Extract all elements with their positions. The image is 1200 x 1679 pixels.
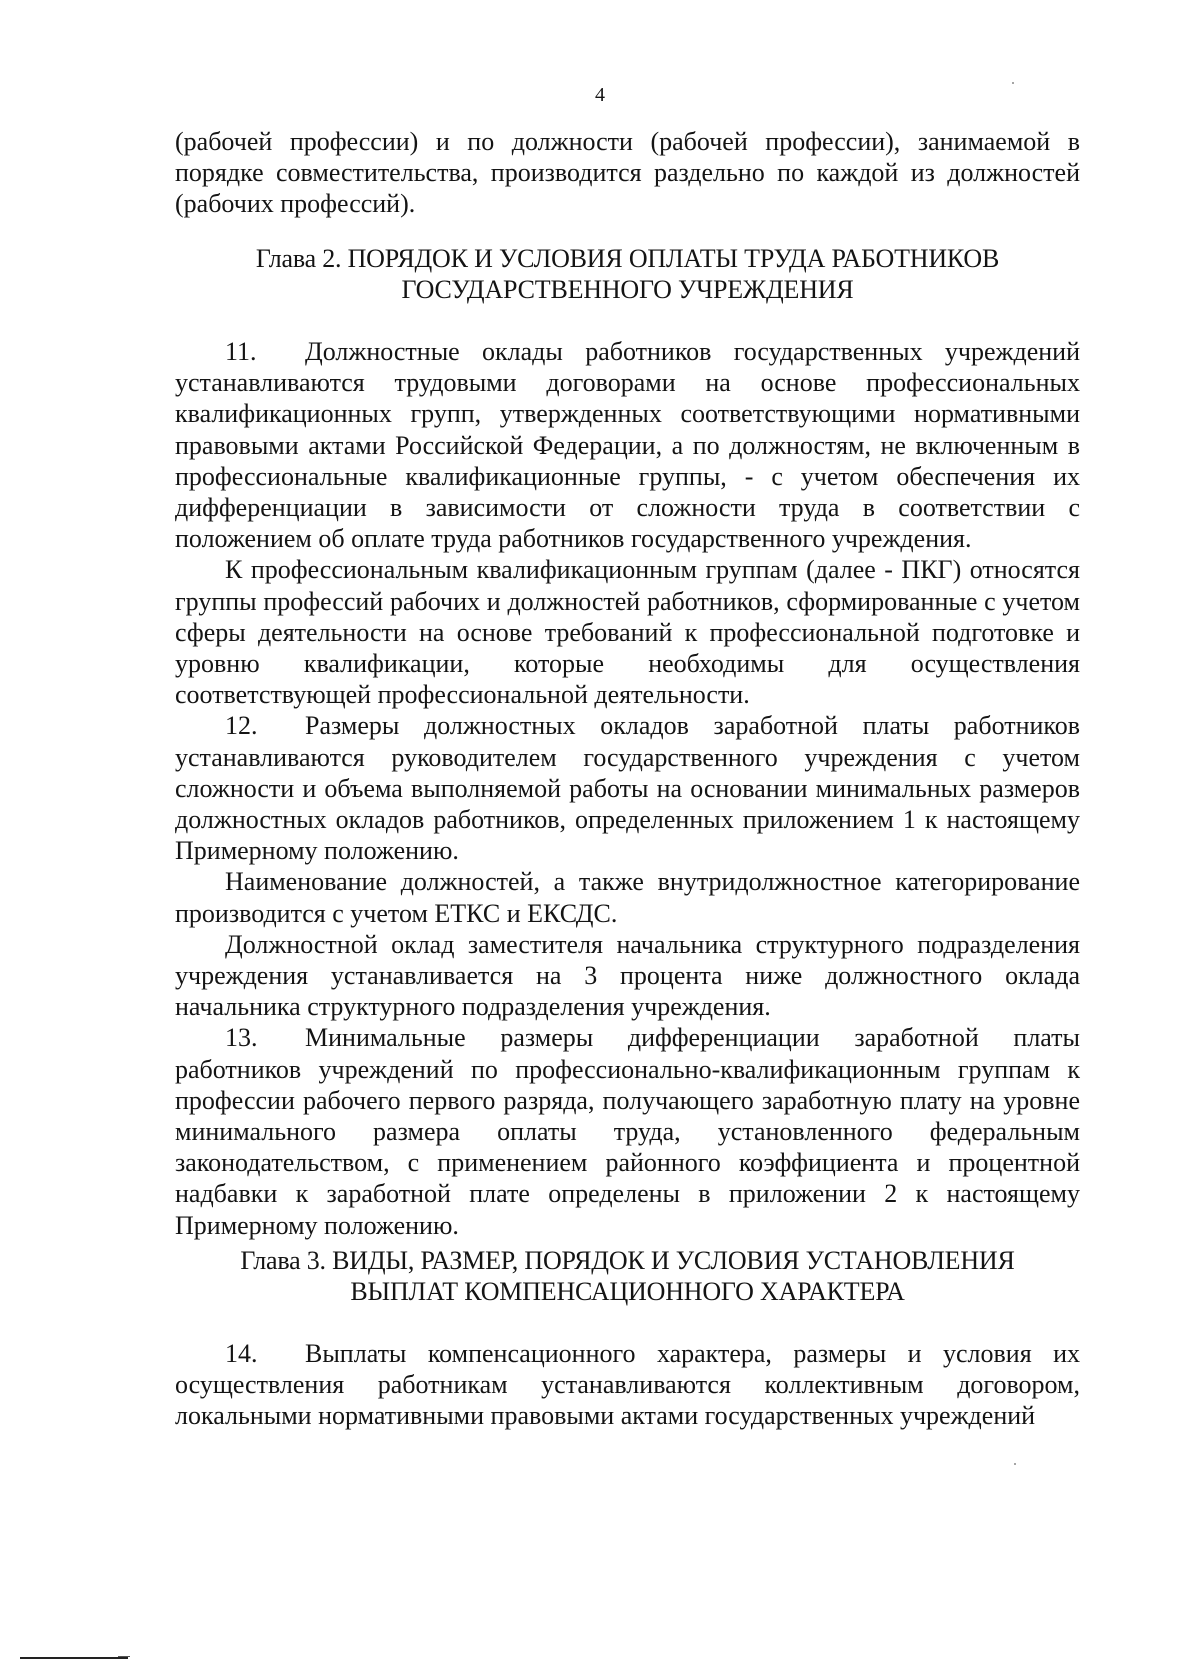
scan-speck: [1012, 82, 1014, 84]
paragraph-11-b: К профессиональным квалификационным группам (далее - ПКГ) относятся группы профессий рабочих и должностей работников, сформированные с учетом сферы деятельности на основе требований к профессиональной подготовке и уровню квалификации, которые необходимы для осуществления соответствующей профессиональной деятельности.: [175, 555, 1080, 710]
chapter-3-title-line-1: Глава 3. ВИДЫ, РАЗМЕР, ПОРЯДОК И УСЛОВИЯ УСТАНОВЛЕНИЯ: [240, 1246, 1015, 1275]
paragraph-12-b: Наименование должностей, а также внутридолжностное категорирование производится с учетом ЕТКС и ЕКСДС.: [175, 867, 1080, 928]
chapter-3-title-line-2: ВЫПЛАТ КОМПЕНСАЦИОННОГО ХАРАКТЕРА: [350, 1277, 905, 1306]
item-number-12: 12.: [225, 711, 258, 741]
paragraph-11: [175, 336, 1080, 554]
chapter-2-title-line-2: ГОСУДАРСТВЕННОГО УЧРЕЖДЕНИЯ: [401, 275, 854, 304]
paragraph-14-text: Выплаты компенсационного характера, размеры и условия их осуществления работникам устанавливаются коллективным договором, локальными нормативными правовыми актами государственных учреждений: [175, 1339, 1080, 1431]
item-number-13: 13.: [225, 1023, 258, 1053]
item-number-14: 14.: [225, 1339, 258, 1368]
paragraph-13-text: Минимальные размеры дифференциации заработной платы работников учреждений по профессионально-квалификационным группам к профессии рабочего первого разряда, получающего заработную плату на уровне минимального размера оплаты труда, установленного федеральным законодательством, с применением районного коэффициента и процентной надбавки к заработной плате определены в приложении 2 к настоящему Примерному положению.: [175, 1023, 1080, 1240]
paragraph-11-text: Должностные оклады работников государственных учреждений устанавливаются трудовыми договорами на основе профессиональных квалификационных групп, утвержденных соответствующими нормативными правовыми актами Российской Федерации, а по должностям, не включенным в профессиональные квалификационные группы, - с учетом обеспечения их дифференциации в зависимости от сложности труда в соответствии с положением об оплате труда работников государственного учреждения.: [175, 337, 1080, 554]
item-number-11: 11.: [225, 337, 257, 366]
paragraph-12-text: Размеры должностных окладов заработной платы работников устанавливаются руководителем государственного учреждения с учетом сложности и объема выполняемой работы на основании минимальных размеров должностных окладов работников, определенных приложением 1 к настоящему Примерному положению.: [175, 711, 1080, 866]
page-number: 4: [595, 84, 605, 106]
chapter-2-body: [175, 336, 1080, 1241]
paragraph-14: [175, 1338, 1080, 1432]
scan-margin-mark-tail: [118, 1656, 130, 1657]
paragraph-12: [175, 710, 1080, 866]
paragraph-12-c: Должностной оклад заместителя начальника структурного подразделения учреждения устанавливается на 3 процента ниже должностного оклада начальника структурного подразделения учреждения.: [175, 929, 1080, 1022]
chapter-2-heading: [150, 243, 1105, 305]
scan-speck: [1014, 1463, 1016, 1465]
chapter-3-body: [175, 1338, 1080, 1432]
chapter-2-title-line-1: Глава 2. ПОРЯДОК И УСЛОВИЯ ОПЛАТЫ ТРУДА РАБОТНИКОВ: [255, 244, 1000, 273]
paragraph-13: [175, 1022, 1080, 1240]
scan-margin-mark: [20, 1657, 128, 1659]
intro-paragraph: [175, 126, 1080, 220]
paragraph-intro: (рабочей профессии) и по должности (рабочей профессии), занимаемой в порядке совместительства, производится раздельно по каждой из должностей (рабочих профессий).: [175, 127, 1080, 219]
chapter-3-heading: [150, 1245, 1105, 1307]
